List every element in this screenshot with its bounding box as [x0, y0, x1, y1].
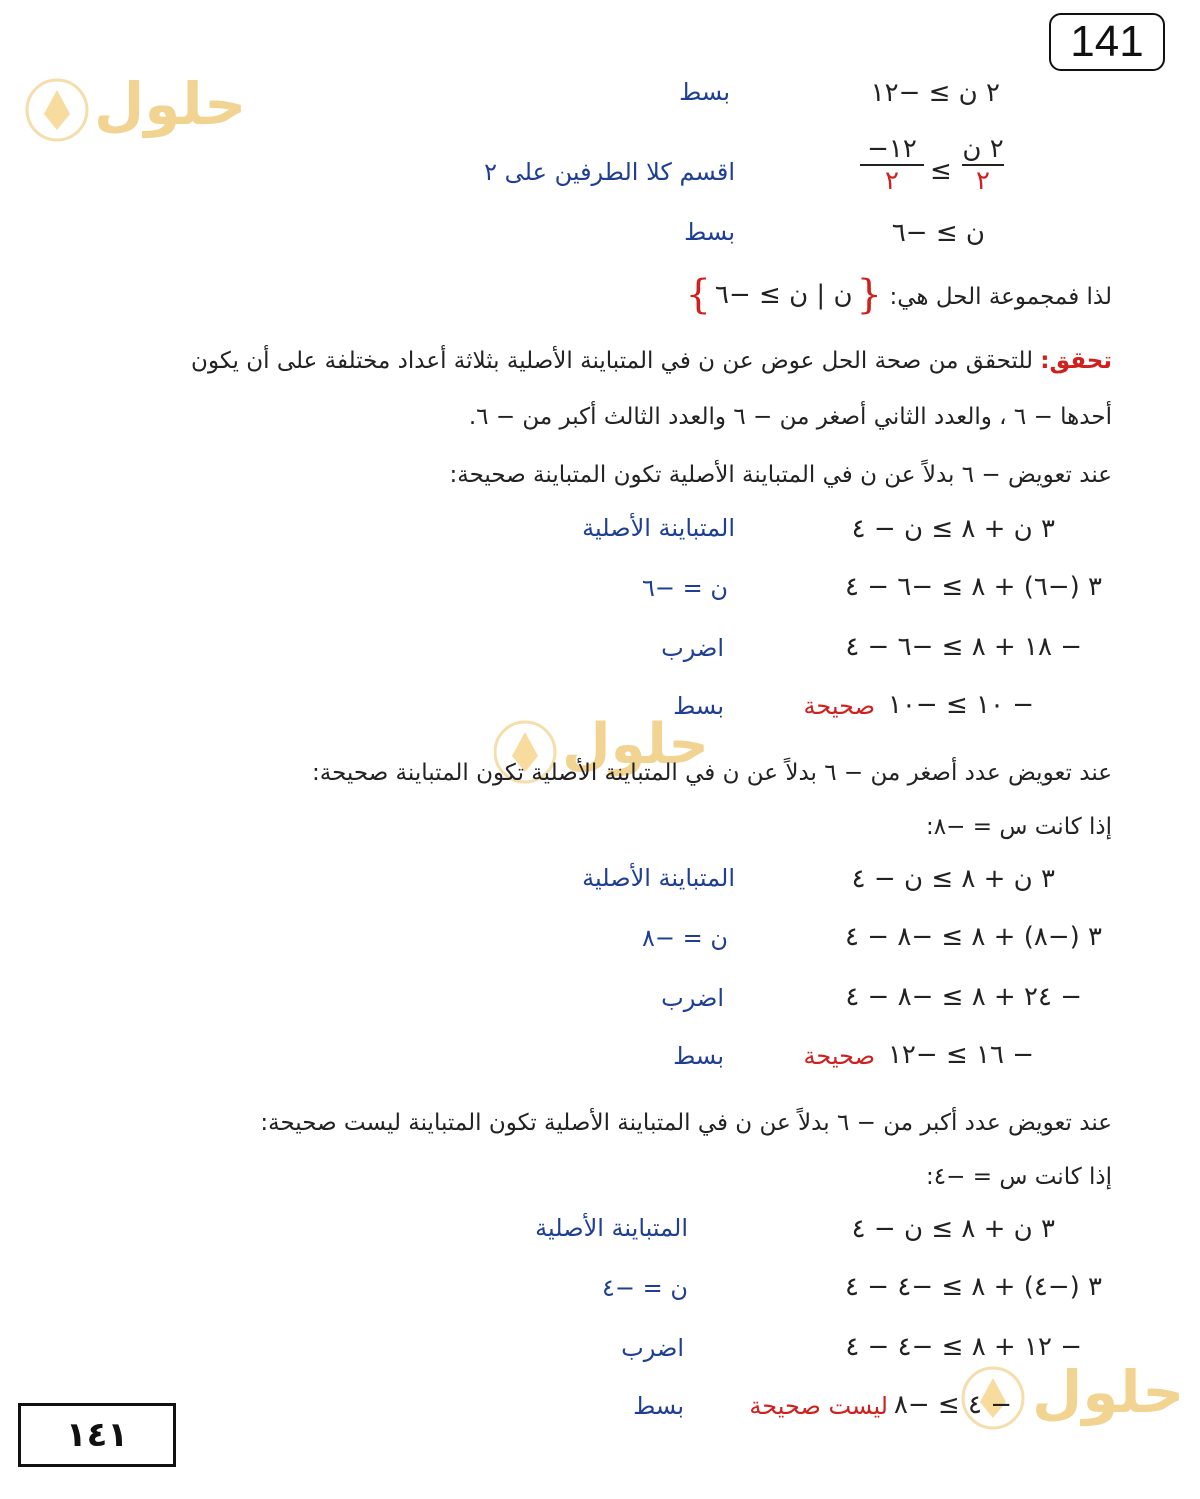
case1-intro: عند تعويض − ٦ بدلاً عن ن في المتباينة الأصلية تكون المتباينة صحيحة:	[449, 462, 1112, 488]
case2-intro: عند تعويض عدد أصغر من − ٦ بدلاً عن ن في المتباينة الأصلية تكون المتباينة صحيحة:	[312, 760, 1112, 786]
page-number-bottom: ١٤١	[18, 1403, 176, 1467]
fraction-left-numerator: ٢ ن	[962, 134, 1004, 164]
step-1-math: ٢ ن ≥ −١٢	[870, 78, 1000, 108]
case2-row-1-math: ٣ ن + ٨ ≥ ن − ٤	[851, 864, 1055, 894]
fraction-right-denominator: ٢	[885, 166, 899, 196]
case2-row-1-note: المتباينة الأصلية	[582, 864, 735, 892]
step-3-math: ن ≥ −٦	[891, 218, 985, 248]
case2-row-2-math: ٣ (−٨) + ٨ ≥ −٨ − ٤	[845, 922, 1102, 952]
case3-intro: عند تعويض عدد أكبر من − ٦ بدلاً عن ن في المتباينة الأصلية تكون المتباينة ليست صحيحة:	[260, 1110, 1112, 1136]
fraction-left-denominator: ٢	[976, 166, 990, 196]
case1-row-2-math: ٣ (−٦) + ٨ ≥ −٦ − ٤	[845, 572, 1102, 602]
logo-text: حلول	[1032, 1358, 1185, 1426]
case2-row-4-verdict: صحيحة	[803, 1042, 875, 1070]
case2-row-4-math: − ١٦ ≥ −١٢	[887, 1040, 1034, 1070]
case3-if-line: إذا كانت س = −٤:	[926, 1164, 1112, 1190]
case3-row-1-note: المتباينة الأصلية	[535, 1214, 688, 1242]
fraction-left	[962, 134, 1004, 196]
set-brace-close: }	[685, 272, 711, 318]
case3-row-3-math: − ١٢ + ٨ ≥ −٤ − ٤	[845, 1332, 1082, 1362]
case1-row-4-note: بسط	[673, 692, 724, 720]
solution-label: لذا فمجموعة الحل هي:	[889, 284, 1112, 310]
case1-row-3-math: − ١٨ + ٨ ≥ −٦ − ٤	[845, 632, 1082, 662]
case3-row-4-verdict: ليست صحيحة	[749, 1392, 888, 1420]
case3-row-1-math: ٣ ن + ٨ ≥ ن − ٤	[851, 1214, 1055, 1244]
case1-row-1-math: ٣ ن + ٨ ≥ ن − ٤	[851, 514, 1055, 544]
check-paragraph-line-1	[191, 348, 1112, 374]
case3-row-2-math: ٣ (−٤) + ٨ ≥ −٤ − ٤	[845, 1272, 1102, 1302]
case2-row-3-math: − ٢٤ + ٨ ≥ −٨ − ٤	[845, 982, 1082, 1012]
case3-row-2-note: ن = −٤	[602, 1274, 688, 1302]
logo-text: حلول	[94, 70, 247, 138]
fraction-operator: ≥	[930, 156, 952, 186]
check-label: تحقق:	[1040, 348, 1112, 374]
case1-row-3-note: اضرب	[661, 634, 724, 662]
case3-row-4-math: − ٤ ≥ −٨	[893, 1390, 1012, 1420]
check-text-1: للتحقق من صحة الحل عوض عن ن في المتباينة الأصلية بثلاثة أعداد مختلفة على أن يكون	[191, 348, 1033, 374]
fraction-right	[860, 134, 924, 196]
step-1-note: بسط	[679, 78, 730, 106]
case3-row-4-note: بسط	[633, 1392, 684, 1420]
check-paragraph-line-2: أحدها − ٦ ، والعدد الثاني أصغر من − ٦ والعدد الثالث أكبر من − ٦.	[468, 404, 1112, 430]
solution-set	[686, 272, 882, 318]
case1-row-2-note: ن = −٦	[642, 574, 728, 602]
logo-text: حلول	[562, 712, 709, 777]
case3-row-3-note: اضرب	[621, 1334, 684, 1362]
case1-row-4-verdict: صحيحة	[803, 692, 875, 720]
page-number-top: 141	[1049, 13, 1165, 71]
case2-row-3-note: اضرب	[661, 984, 724, 1012]
step-3-note: بسط	[684, 218, 735, 246]
fraction-right-numerator: −١٢	[867, 134, 917, 164]
case2-row-4-note: بسط	[673, 1042, 724, 1070]
case1-row-4-math: − ١٠ ≥ −١٠	[887, 690, 1034, 720]
case1-row-1-note: المتباينة الأصلية	[582, 514, 735, 542]
case2-row-2-note: ن = −٨	[642, 924, 728, 952]
case2-if-line: إذا كانت س = −٨:	[926, 814, 1112, 840]
set-body: ن | ن ≥ −٦	[715, 280, 853, 310]
logo-watermark-top	[24, 68, 247, 150]
step-2-note: اقسم كلا الطرفين على ٢	[484, 158, 735, 186]
set-brace-open: {	[856, 272, 882, 318]
